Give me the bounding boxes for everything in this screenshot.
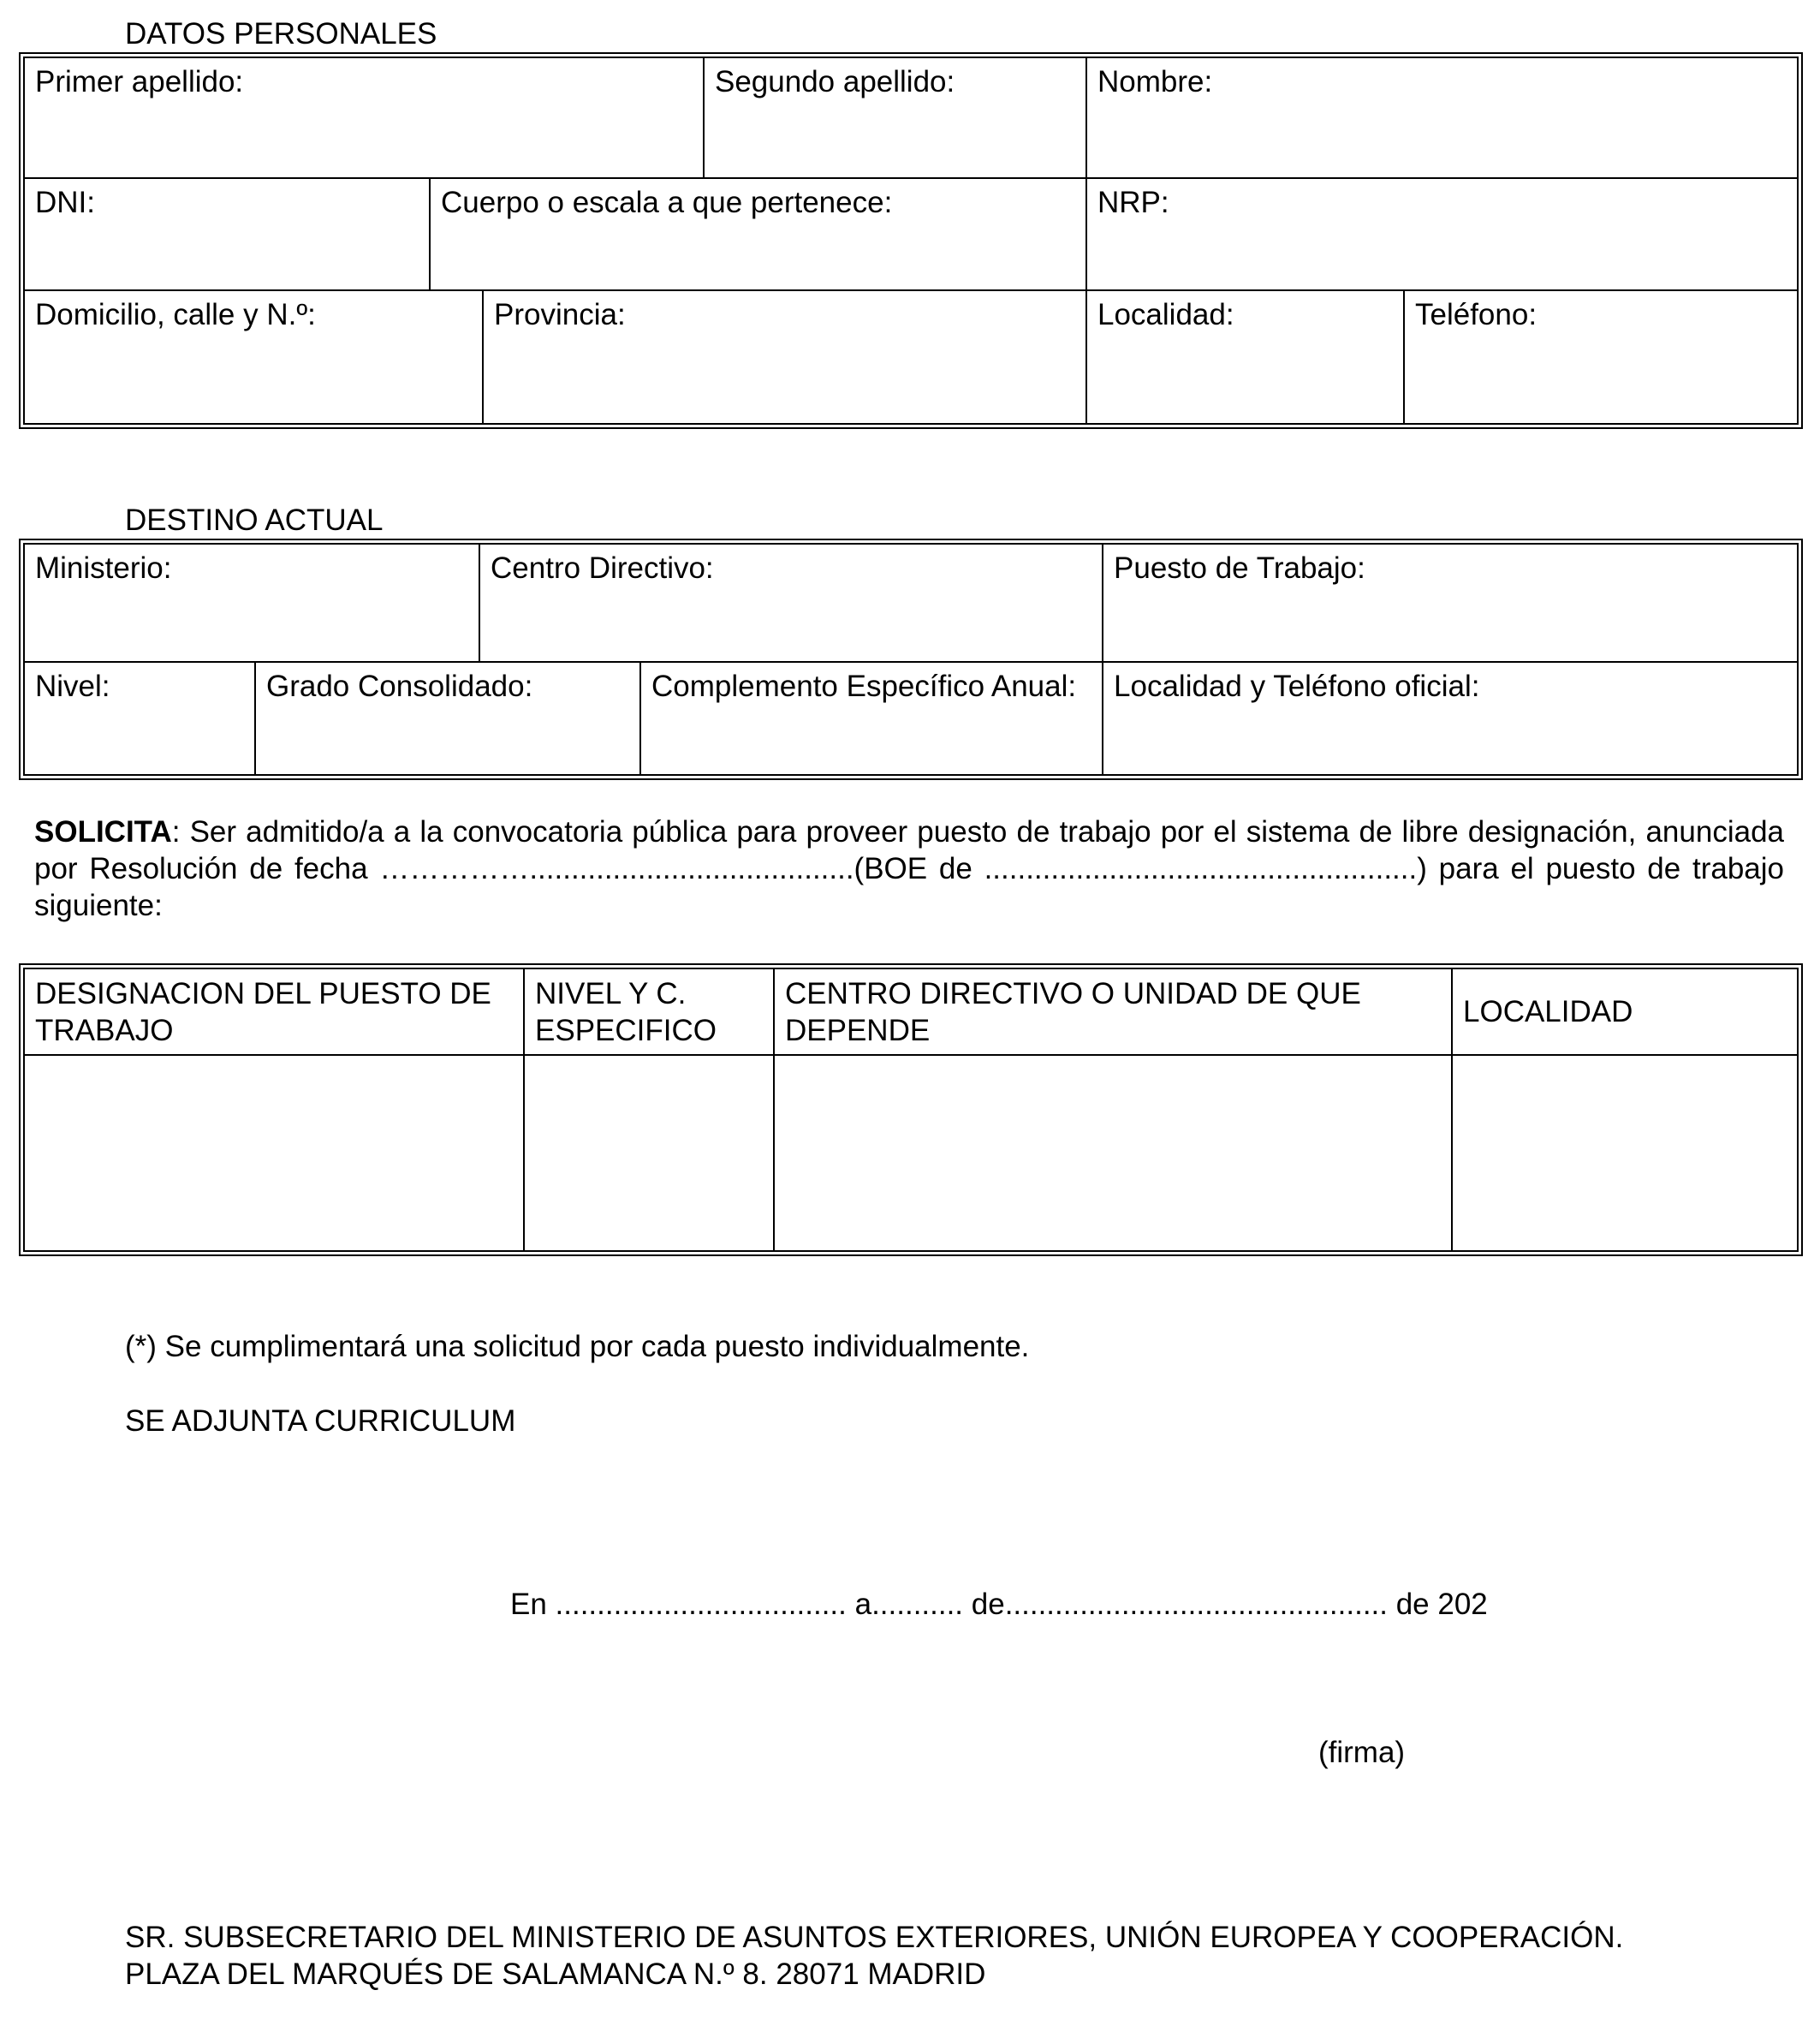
segundo-apellido-label: Segundo apellido: bbox=[715, 65, 955, 98]
nivel-field[interactable] bbox=[24, 662, 255, 775]
telefono-label: Teléfono: bbox=[1415, 298, 1537, 331]
localidad-field[interactable] bbox=[1086, 290, 1404, 424]
adjunta-curriculum-text: SE ADJUNTA CURRICULUM bbox=[125, 1404, 516, 1438]
nrp-label: NRP: bbox=[1097, 186, 1169, 219]
domicilio-field[interactable] bbox=[24, 290, 483, 424]
ministerio-field[interactable] bbox=[24, 544, 479, 662]
ministerio-label: Ministerio: bbox=[35, 551, 172, 585]
cuerpo-label: Cuerpo o escala a que pertenece: bbox=[441, 186, 893, 219]
puesto-trabajo-label: Puesto de Trabajo: bbox=[1114, 551, 1365, 585]
datos-personales-table bbox=[23, 57, 1799, 425]
centro-directivo-label: Centro Directivo: bbox=[491, 551, 714, 585]
domicilio-label: Domicilio, calle y N.º: bbox=[35, 298, 316, 331]
puesto-trabajo-field[interactable] bbox=[1103, 544, 1798, 662]
designacion-header bbox=[24, 968, 524, 1055]
solicita-label: SOLICITA bbox=[34, 815, 172, 849]
nivel-especifico-cell[interactable] bbox=[524, 1055, 774, 1251]
datos-personales-title: DATOS PERSONALES bbox=[125, 17, 437, 51]
primer-apellido-field[interactable] bbox=[24, 57, 704, 178]
destinatario-line-1: SR. SUBSECRETARIO DEL MINISTERIO DE ASUNTOS EXTERIORES, UNIÓN EUROPEA Y COOPERACIÓN. bbox=[125, 1921, 1624, 1954]
centro-directivo-cell[interactable] bbox=[774, 1055, 1452, 1251]
centro-directivo-header-label: CENTRO DIRECTIVO O UNIDAD DE QUE DEPENDE bbox=[785, 976, 1361, 1047]
dni-label: DNI: bbox=[35, 186, 95, 219]
nrp-field[interactable] bbox=[1086, 178, 1798, 290]
nivel-especifico-header bbox=[524, 968, 774, 1055]
provincia-label: Provincia: bbox=[494, 298, 626, 331]
primer-apellido-label: Primer apellido: bbox=[35, 65, 244, 98]
localidad-telefono-oficial-field[interactable] bbox=[1103, 662, 1798, 775]
provincia-field[interactable] bbox=[483, 290, 1086, 424]
firma-label: (firma) bbox=[1318, 1736, 1406, 1769]
cuerpo-field[interactable] bbox=[430, 178, 1086, 290]
nombre-field[interactable] bbox=[1086, 57, 1798, 178]
complemento-especifico-field[interactable] bbox=[640, 662, 1103, 775]
puesto-solicitado-table bbox=[23, 968, 1799, 1252]
nivel-label: Nivel: bbox=[35, 670, 110, 703]
telefono-field[interactable] bbox=[1404, 290, 1798, 424]
localidad-header-label: LOCALIDAD bbox=[1463, 995, 1633, 1028]
designacion-header-label: DESIGNACION DEL PUESTO DE TRABAJO bbox=[35, 976, 491, 1047]
grado-consolidado-field[interactable] bbox=[255, 662, 640, 775]
nombre-label: Nombre: bbox=[1097, 65, 1213, 98]
centro-directivo-header bbox=[774, 968, 1452, 1055]
dni-field[interactable] bbox=[24, 178, 430, 290]
localidad-telefono-oficial-label: Localidad y Teléfono oficial: bbox=[1114, 670, 1480, 703]
designacion-cell[interactable] bbox=[24, 1055, 524, 1251]
destino-actual-table bbox=[23, 543, 1799, 776]
grado-consolidado-label: Grado Consolidado: bbox=[266, 670, 533, 703]
localidad-label: Localidad: bbox=[1097, 298, 1234, 331]
solicita-paragraph bbox=[34, 813, 1784, 924]
centro-directivo-field[interactable] bbox=[479, 544, 1103, 662]
nivel-especifico-header-label: NIVEL Y C. ESPECIFICO bbox=[535, 976, 717, 1047]
nota-text: (*) Se cumplimentará una solicitud por cada puesto individualmente. bbox=[125, 1330, 1030, 1363]
destino-actual-title: DESTINO ACTUAL bbox=[125, 504, 384, 537]
fecha-line: En ................................... a........... de.............................................. de 202 bbox=[510, 1588, 1488, 1621]
segundo-apellido-field[interactable] bbox=[704, 57, 1086, 178]
complemento-especifico-label: Complemento Específico Anual: bbox=[651, 670, 1077, 703]
localidad-header bbox=[1452, 968, 1798, 1055]
destinatario-line-2: PLAZA DEL MARQUÉS DE SALAMANCA N.º 8. 28071 MADRID bbox=[125, 1957, 986, 1991]
localidad-cell[interactable] bbox=[1452, 1055, 1798, 1251]
solicita-text: : Ser admitido/a a la convocatoria pública para proveer puesto de trabajo por el sistema de libre designación, anunciada por Resolución de fecha …………….......................................(BOE de ....................................................) para el puesto de trabajo siguiente: bbox=[34, 815, 1784, 922]
